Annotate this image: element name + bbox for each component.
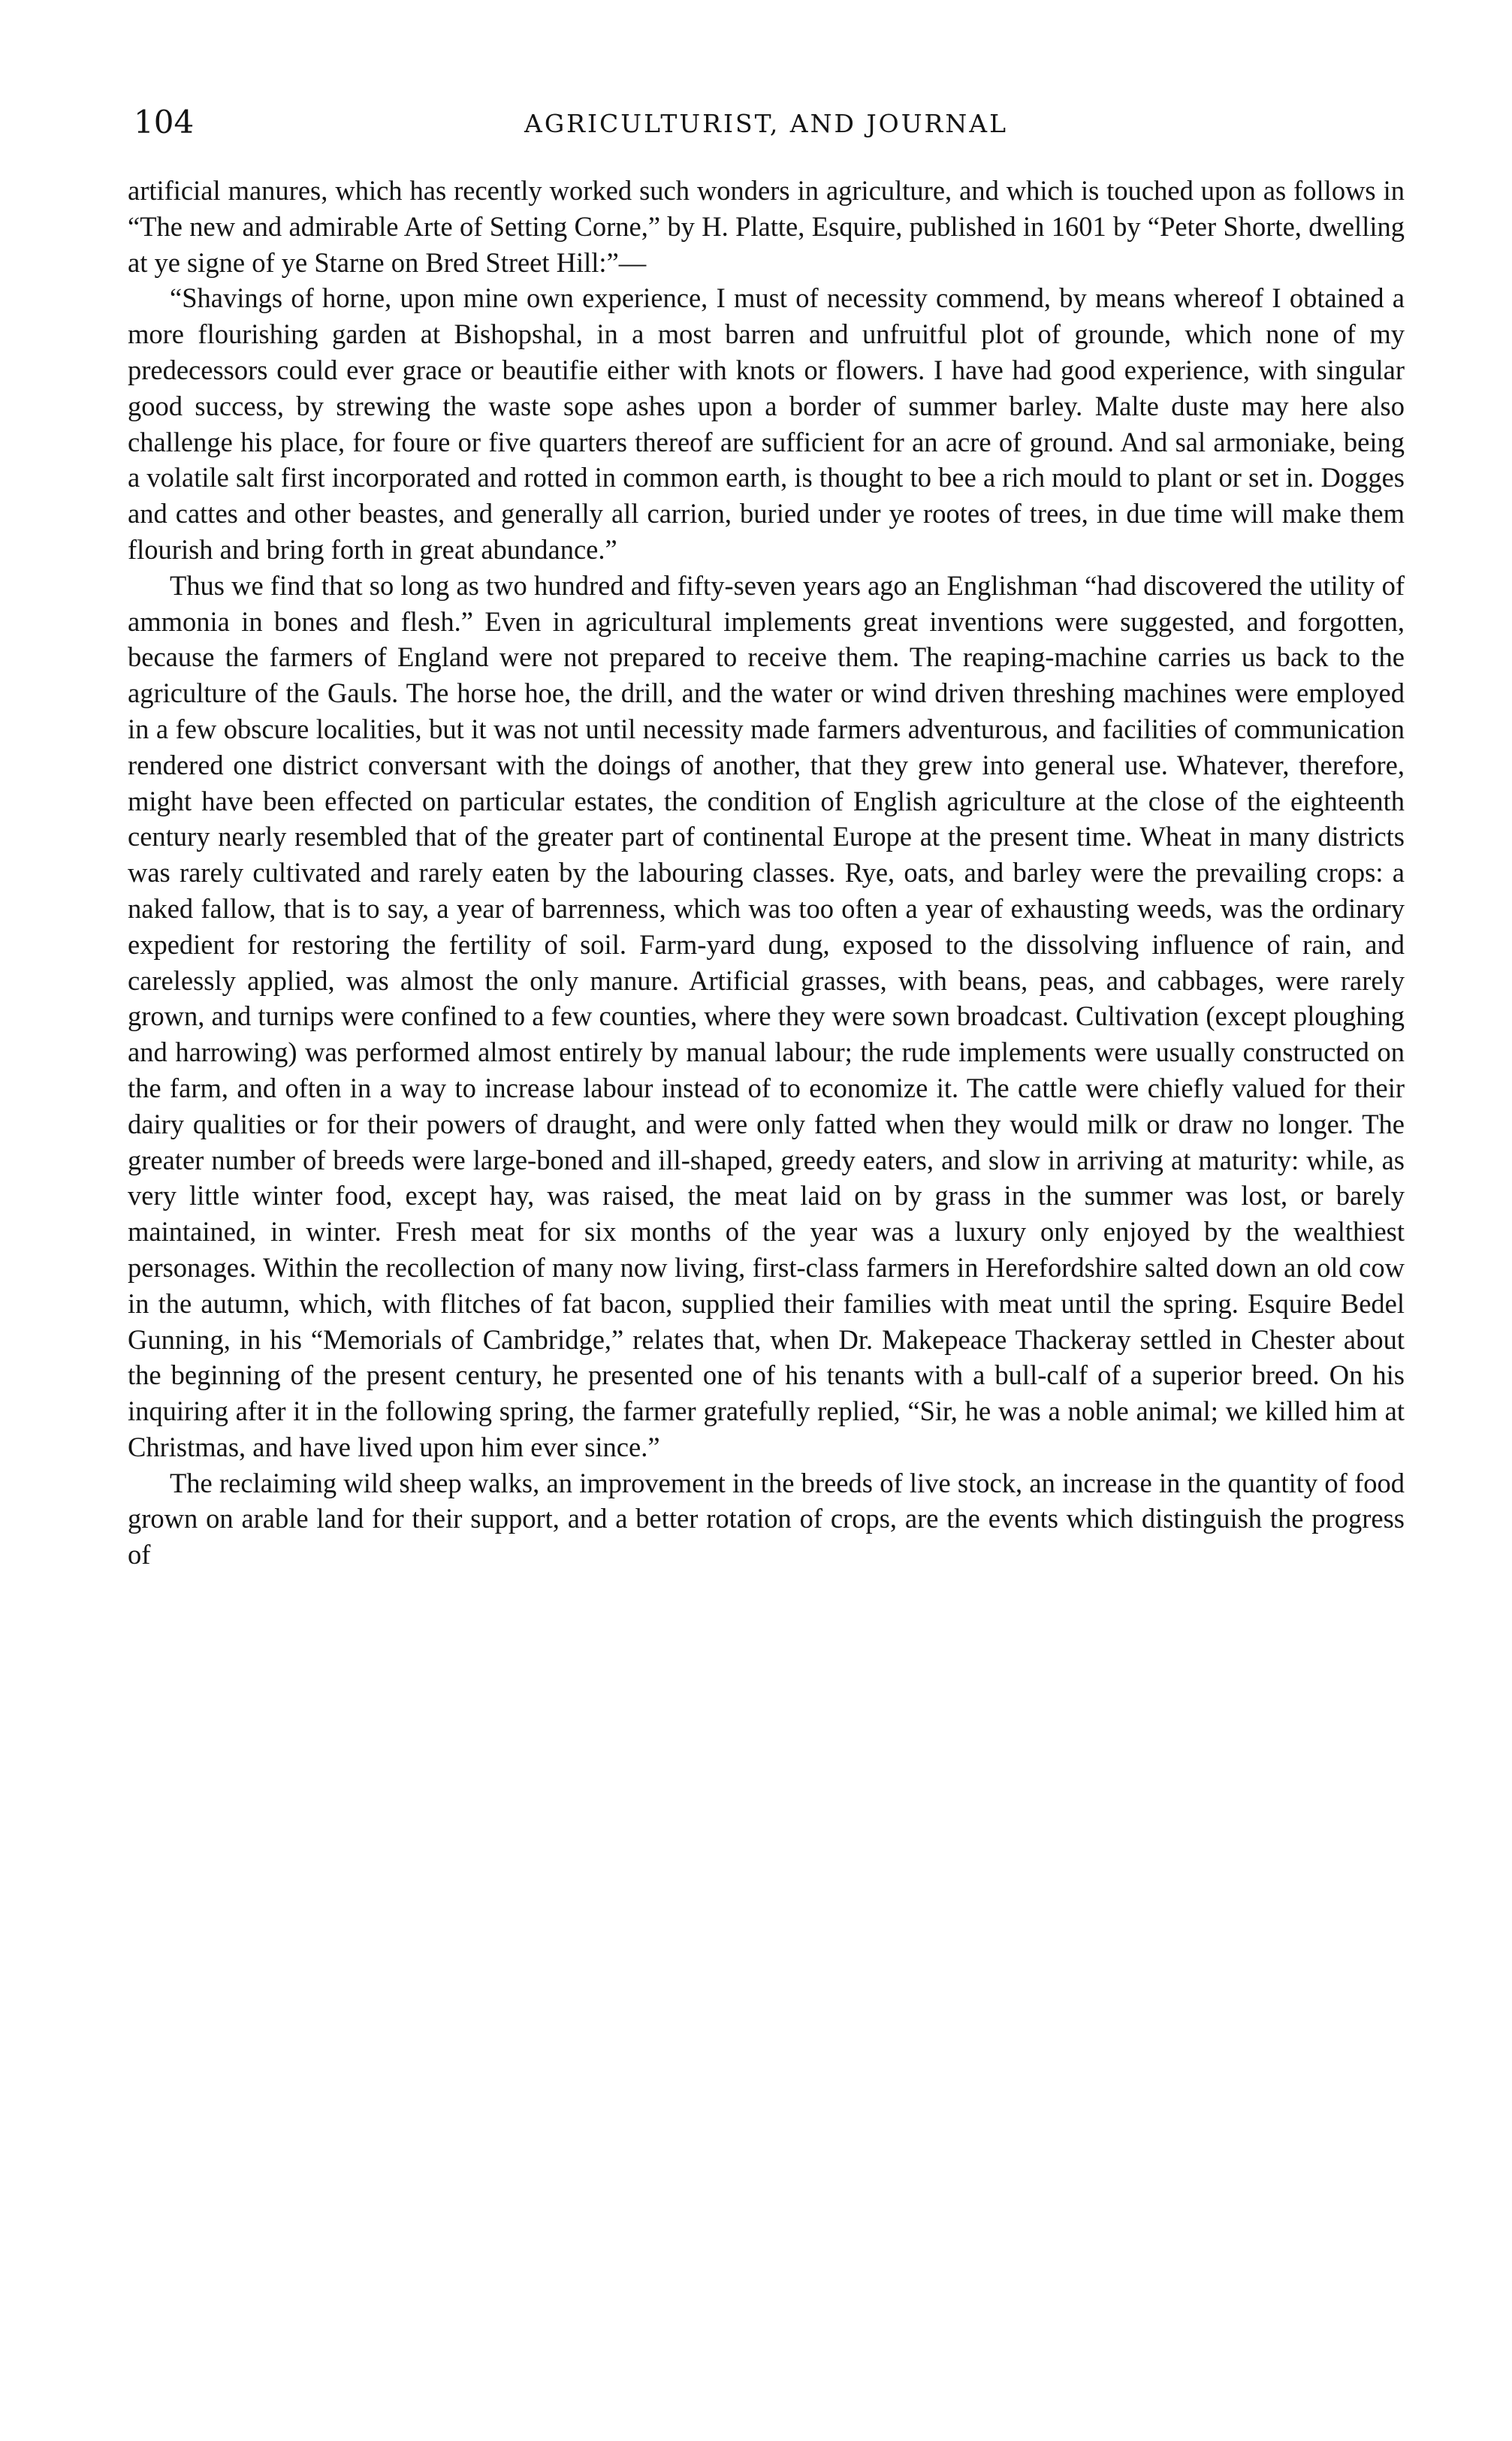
paragraph: “Shavings of horne, upon mine own experience, I must of necessity commend, by means whereof I obtained a more flourishing garden at Bishopshal, in a most barren and unfruitful plot of grounde, which none of my predecessors could ever grace or beautifie either with knots or flowers. I have had good experience, with singular good success, by strewing the waste sope ashes upon a border of summer barley. Malte duste may here also challenge his place, for foure or five quarters thereof are sufficient for an acre of ground. And sal armoniake, being a volatile salt first incorporated and rotted in common earth, is thought to bee a rich mould to plant or set in. Dogges and cattes and other beastes, and generally all carrion, buried under ye rootes of trees, in due time will make them flourish and bring forth in great abundance.” [128, 282, 1405, 565]
body-text [128, 173, 1405, 1573]
paragraph: artificial manures, which has recently worked such wonders in agriculture, and which is touched upon as follows in “The new and admirable Arte of Setting Corne,” by H. Platte, Esquire, published in 1601 by “Peter Shorte, dwelling at ye signe of ye Starne on Bred Street Hill:”— [128, 175, 1405, 278]
page-number: 104 [134, 104, 195, 140]
paragraph: Thus we find that so long as two hundred and fifty-seven years ago an Englishman “had discovered the utility of ammonia in bones and flesh.” Even in agricultural implements great inventions were suggested, and forgotten, because the farmers of England were not prepared to receive them. The reaping-machine carries us back to the agriculture of the Gauls. The horse hoe, the drill, and the water or wind driven threshing machines were employed in a few obscure localities, but it was not until necessity made farmers adventurous, and facilities of communication rendered one district conversant with the doings of another, that they grew into general use. Whatever, therefore, might have been effected on particular estates, the condition of English agriculture at the close of the eighteenth century nearly resembled that of the greater part of continental Europe at the present time. Wheat in many districts was rarely cultivated and rarely eaten by the labouring classes. Rye, oats, and barley were the prevailing crops: a naked fallow, that is to say, a year of barrenness, which was too often a year of exhausting weeds, was the ordinary expedient for restoring the fertility of soil. Farm-yard dung, exposed to the dissolving influence of rain, and carelessly applied, was almost the only manure. Artificial grasses, with beans, peas, and cabbages, were rarely grown, and turnips were confined to a few counties, where they were sown broadcast. Cultivation (except ploughing and harrowing) was performed almost entirely by manual labour; the rude implements were usually constructed on the farm, and often in a way to increase labour instead of to economize it. The cattle were chiefly valued for their dairy qualities or for their powers of draught, and were only fatted when they would milk or draw no longer. The greater number of breeds were large-boned and ill-shaped, greedy eaters, and slow in arriving at maturity: while, as very little winter food, except hay, was raised, the meat laid on by grass in the summer was lost, or barely maintained, in winter. Fresh meat for six months of the year was a luxury only enjoyed by the wealthiest personages. Within the recollection of many now living, first-class farmers in Herefordshire salted down an old cow in the autumn, which, with flitches of fat bacon, supplied their families with meat until the spring. Esquire Bedel Gunning, in his “Memorials of Cambridge,” relates that, when Dr. Makepeace Thackeray settled in Chester about the beginning of the present century, he presented one of his tenants with a bull-calf of a superior breed. On his inquiring after it in the following spring, the farmer gratefully replied, “Sir, he was a noble animal; we killed him at Christmas, and have lived upon him ever since.” [128, 569, 1405, 1462]
running-head [128, 98, 1405, 143]
running-head-title: AGRICULTURIST, AND JOURNAL [524, 109, 1009, 138]
paragraph: The reclaiming wild sheep walks, an improvement in the breeds of live stock, an increase in the quantity of food grown on arable land for their support, and a better rotation of crops, are the events which distinguish the progress of [128, 1467, 1405, 1571]
page [128, 98, 1405, 1573]
